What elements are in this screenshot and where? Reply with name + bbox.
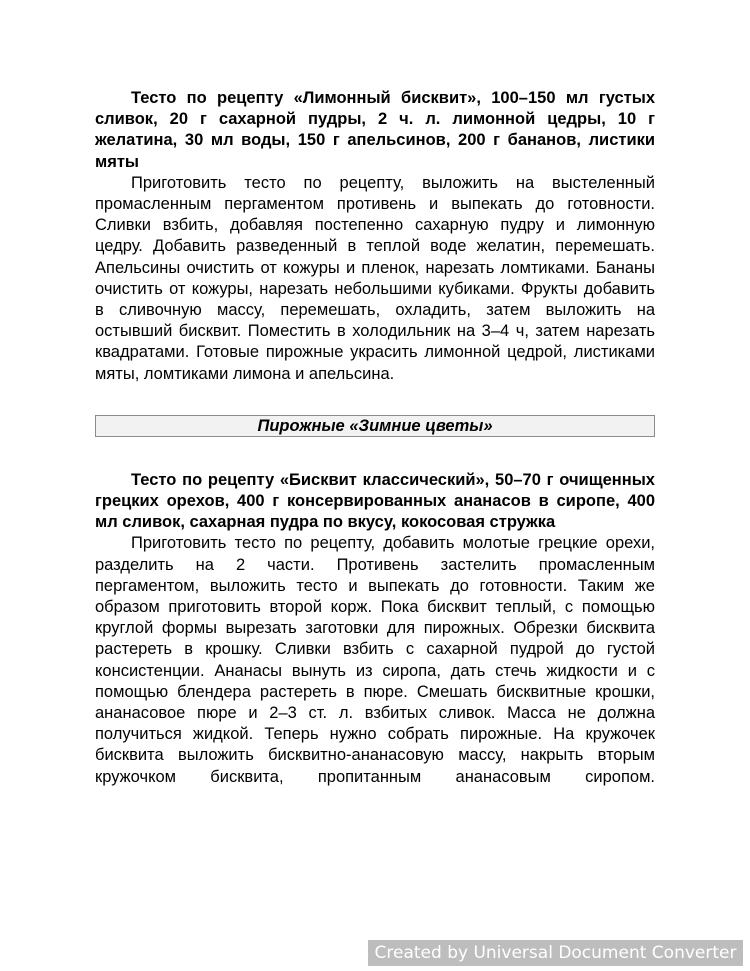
recipe2-method: Приготовить тесто по рецепту, добавить молотые грецкие орехи, разделить на 2 части. Противень застелить промасленным пергаментом, выложить тесто и выпекать до готовности. Таким же образом приготовить второй корж. Пока бисквит теплый, с помощью круглой формы вырезать заготовки для пирожных. Обрезки бисквита растереть в крошку. Сливки взбить с сахарной пудрой до густой консистенции. Ананасы вынуть из сиропа, дать стечь жидкости и с помощью блендера растереть в пюре. Смешать бисквитные крошки, ананасовое пюре и 2–3 ст. л. взбитых сливок. Масса не должна получиться жидкой. Теперь нужно собрать пирожные. На кружочек бисквита выложить бисквитно-ананасовую массу, накрыть вторым кружочком бисквита, пропитанным ананасовым сиропом. <box>95 534 655 786</box>
recipe1-method: Приготовить тесто по рецепту, выложить на выстеленный промасленным пергаментом противень и выпекать до готовности. Сливки взбить, добавляя постепенно сахарную пудру и лимонную цедру. Добавить разведенный в теплой воде желатин, перемешать. Апельсины очистить от кожуры и пленок, нарезать ломтиками. Бананы очистить от кожуры, нарезать небольшими кубиками. Фрукты добавить в сливочную массу, перемешать, охладить, затем выложить на остывший бисквит. Поместить в холодильник на 3–4 ч, затем нарезать квадратами. Готовые пирожные украсить лимонной цедрой, листиками мяты, ломтиками лимона и апельсина. <box>95 173 655 383</box>
spacer <box>95 437 655 470</box>
document-page <box>95 88 655 788</box>
recipe2-ingredients: Тесто по рецепту «Бисквит классический», 50–70 г очищенных грецких орехов, 400 г консервированных ананасов в сиропе, 400 мл сливок, сахарная пудра по вкусу, кокосовая стружка <box>95 470 655 532</box>
recipe1-ingredients: Тесто по рецепту «Лимонный бисквит», 100–150 мл густых сливок, 20 г сахарной пудры, 2 ч. л. лимонной цедры, 10 г желатина, 30 мл воды, 150 г апельсинов, 200 г бананов, листики мяты <box>95 89 655 171</box>
recipe2-title: Пирожные «Зимние цветы» <box>95 415 655 437</box>
watermark: Created by Universal Document Converter <box>368 940 743 966</box>
